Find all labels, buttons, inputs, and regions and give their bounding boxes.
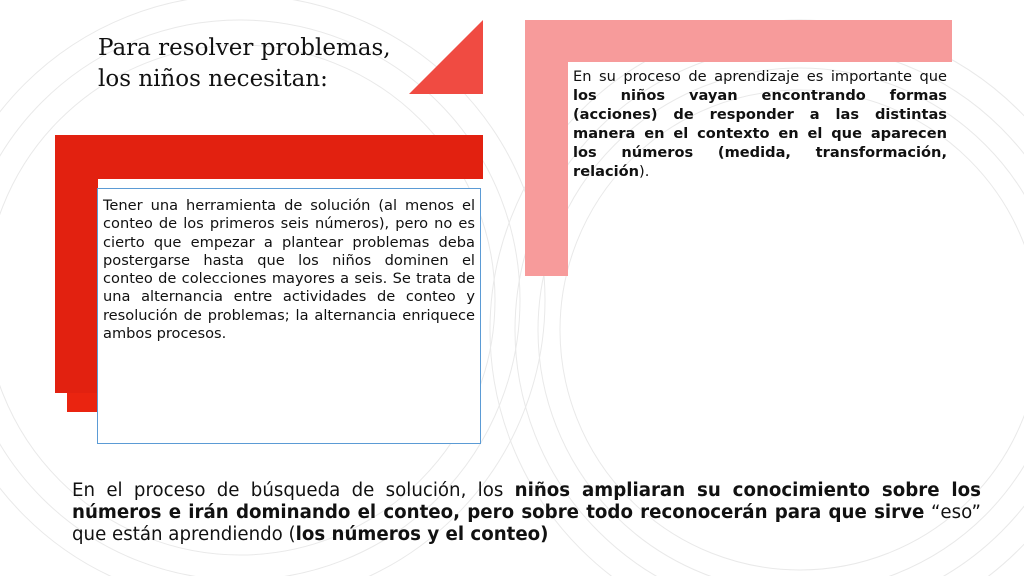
- red-triangle-decoration: [409, 20, 483, 94]
- bottom-text-bold: niños ampliaran su conocimiento sobre los números e irán dominando el conteo, pero sobre todo reconocerán para que sirve: [72, 480, 981, 523]
- bottom-text-plain: En el proceso de búsqueda de solución, los: [72, 480, 515, 501]
- red-bar-top: [55, 135, 483, 179]
- right-text-plain: En su proceso de aprendizaje es importante que: [573, 68, 947, 85]
- right-text-end: ).: [639, 163, 650, 180]
- bottom-text-middle: “eso” que están aprendiendo (: [72, 502, 981, 545]
- pink-bar-top: [525, 20, 952, 62]
- pink-bar-left: [525, 20, 568, 276]
- left-box-text: Tener una herramienta de solución (al menos el conteo de los primeros seis números), pero no es cierto que empezar a plantear problemas deba postergarse hasta que los niños dominen el conteo de colecciones mayores a seis. Se trata de una alternancia entre actividades de conteo y resolución de problemas; la alternancia enriquece ambos procesos.: [103, 197, 475, 343]
- right-text-bold: los niños vayan encontrando formas (acciones) de responder a las distintas manera en el contexto en el que aparecen los números (medida, transformación, relación: [573, 87, 947, 180]
- right-paragraph: [573, 67, 947, 181]
- red-bar-left: [55, 135, 98, 393]
- bottom-paragraph: [72, 480, 981, 546]
- bottom-text-bold-end: los números y el conteo): [295, 524, 549, 545]
- left-text-box: [97, 188, 481, 444]
- slide-title: Para resolver problemas, los niños necesitan:: [98, 35, 391, 92]
